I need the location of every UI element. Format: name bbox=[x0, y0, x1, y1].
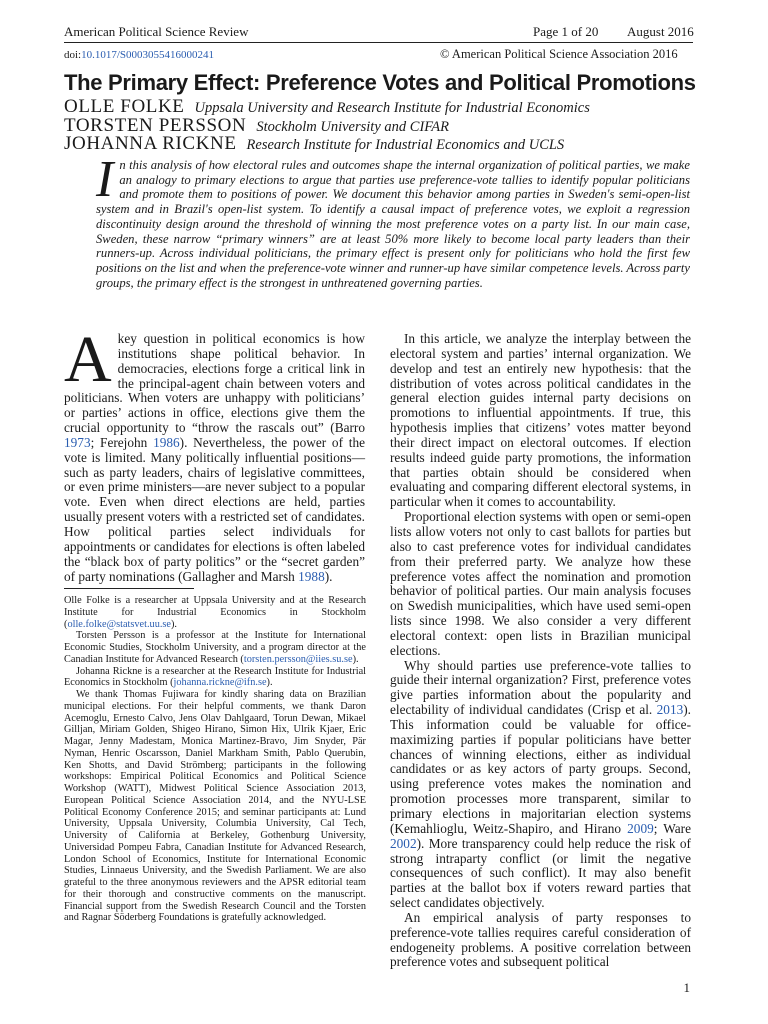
footnote-text: ). bbox=[352, 653, 359, 665]
journal-name: American Political Science Review bbox=[64, 24, 249, 39]
author-line-2 bbox=[64, 115, 449, 135]
left-column bbox=[64, 323, 366, 584]
body-text: ). Nevertheless, the power of the vote is limited. Many politically influential positions—such as party leaders, chairs of legislative committees, or even prime ministers—are never subject to a popular vote. Even when direct elections are held, parties usually present voters with a restricted set of candidates. How political parties select individuals for appointments or candidates for elections is often labeled the “black box of party politics” or the “secret garden” of party nominations (Gallagher and Marsh bbox=[64, 434, 366, 584]
paper-title: The Primary Effect: Preference Votes and Political Promotions bbox=[64, 70, 696, 95]
email-link[interactable]: torsten.persson@iies.su.se bbox=[243, 653, 353, 665]
footnote-acknowledgments: We thank Thomas Fujiwara for kindly sharing data on Brazilian municipal elections. For their helpful comments, we thank Daron Acemoglu, Ernesto Calvo, Jens Olav Dahlgaard, Torun Dewan, Mikael Gilljan, Miriam Golden, Shigeo Hirano, Simon Hix, Ulrik Kjaer, Eric Magar, Jenny Madestam, Monica Martinez-Bravo, Jim Snyder, Pär Nyman, Henric Oscarsson, Daniel Markham Smith, Pablo Querubin, Ken Shotts, and David Strömberg; participants in the following workshops: Empirical Political Economics and Political Science Workshop (WATT), Midwest Political Science Association 2013, European Political Science Association 2014, and the NYU-LSE Political Economy Conference 2015; and seminar participants at: Lund University, Uppsala University, Columbia University, Cal Tech, University of California at Berkeley, Gothenburg University, Universidad Pompeu Fabra, Canadian Institute for Advanced Research, London School of Economics, Institute for International Economic Studies, Linnaeus University, and the Swedish Parliament. We are also grateful to the three anonymous reviewers and the APSR editorial team for their thorough and constructive comments on the manuscript. Financial support from the Swedish Research Council and the Torsten and Ragnar Söderberg Foundations is gratefully acknowledged. bbox=[64, 689, 366, 924]
footnote-author-2 bbox=[64, 630, 366, 665]
author-name: JOHANNA RICKNE bbox=[64, 133, 237, 154]
page-number: 1 bbox=[683, 980, 690, 995]
citation-link[interactable]: 1973 bbox=[64, 434, 91, 450]
doi-prefix: doi: bbox=[64, 49, 82, 61]
email-link[interactable]: olle.folke@statsvet.uu.se bbox=[67, 618, 171, 630]
body-text: key question in political economics is how institutions shape political behavior. In democracies, elections forge a critical link in the principal-agent chain between voters and politicians. When voters are unhappy with politicians’ or parties’ actions in office, elections give them the crucial opportunity to “throw the rascals out” (Barro bbox=[64, 331, 365, 436]
abstract-text: n this analysis of how electoral rules and outcomes shape the internal organization of political parties, we make an analogy to primary elections to argue that parties use preference-vote tallies to identify popular politicians and promote them to positions of power. We document this behavior among parties in Sweden's semi-open-list system and in Brazil's open-list system. To identify a causal impact of preference votes, we exploit a regression discontinuity design around the threshold of winning the most preference votes on a party list. In our main case, Sweden, these narrow “primary winners” are at least 50% more likely to become local party leaders than their runners-up. Across individual politicians, the primary effect is present only for politicians who hold the first few positions on the list and when the preference-vote winner and runner-up have similar competence levels. Across party groups, the primary effect is the strongest in unthreatened governing parties. bbox=[96, 158, 690, 290]
header-rule bbox=[64, 42, 693, 43]
body-paragraph: In this article, we analyze the interplay between the electoral system and parties’ internal organization. We develop and test an entirely new hypothesis: that the distribution of votes across political candidates in the general election guides internal party decisions on promotions to influential appointments. If true, this hypothesis implies that citizens’ votes matter beyond their direct impact on electoral outcomes. If election results indeed guide party promotions, the information that parties obtain should be considered when evaluating and comparing different electoral systems, in particular when it comes to accountability. bbox=[390, 331, 691, 510]
footnote-text: ). bbox=[266, 677, 273, 689]
abstract bbox=[96, 151, 690, 290]
copyright-notice: © American Political Science Association 2016 bbox=[440, 47, 678, 61]
body-paragraph bbox=[390, 659, 691, 911]
body-text: ; Ware bbox=[653, 820, 691, 836]
author-affiliation: Stockholm University and CIFAR bbox=[256, 119, 449, 135]
author-affiliation: Uppsala University and Research Institute for Industrial Economics bbox=[194, 100, 590, 116]
page-info: Page 1 of 20 bbox=[533, 24, 599, 39]
citation-link[interactable]: 2009 bbox=[627, 820, 654, 836]
body-paragraph: An empirical analysis of party responses to preference-vote tallies requires careful consideration of endogeneity problems. A positive correlation between preference votes and subsequent political bbox=[390, 909, 691, 970]
author-affiliation: Research Institute for Industrial Economics and UCLS bbox=[246, 137, 565, 153]
footnote-author-3 bbox=[64, 666, 366, 690]
footnote-author-1 bbox=[64, 595, 366, 630]
abstract-drop-cap: I bbox=[96, 151, 114, 208]
footnotes bbox=[64, 595, 366, 924]
footnote-text: Olle Folke is a researcher at Uppsala University and at the Research Institute for Industrial Economics in Stockholm ( bbox=[64, 595, 366, 630]
body-text: ; Ferejohn bbox=[90, 434, 154, 450]
body-text: ). This information could be valuable for office-maximizing parties if popular politicians have better chances of winning elections, either as individual candidates or as key actors of party groups. Second, using preference votes makes the nomination and promotion processes more transparent, similar to primary elections in majoritarian election systems (Kemahlioglu, Weitz-Shapiro, and Hirano bbox=[390, 702, 691, 836]
footnote-text: Torsten Persson is a professor at the Institute for International Economic Studies, Stockholm University, and a program director at the Canadian Institute for Advanced Research ( bbox=[64, 630, 366, 665]
author-name: TORSTEN PERSSON bbox=[64, 115, 247, 136]
doi-link[interactable]: 10.1017/S0003055416000241 bbox=[81, 49, 215, 61]
body-text: ). More transparency could help reduce the risk of strong intraparty conflict (or limit the negative consequences of such conflict). It may also benefit parties at the ballot box if voters reward parties that select candidates objectively. bbox=[390, 835, 691, 911]
citation-link[interactable]: 1986 bbox=[153, 434, 180, 450]
issue-date: August 2016 bbox=[627, 24, 694, 39]
body-paragraph: Proportional election systems with open or semi-open lists allow voters not only to cast ballots for parties but also to cast preference votes for individual candidates from their preferred party. We analyze how these preference votes affect the nomination and promotion behavior of political parties. Our main analysis focuses on Swedish municipalities, which have used semi-open lists since 1998. We also consider a very different electoral context: open lists in Brazilian municipal elections. bbox=[390, 509, 691, 658]
intro-drop-cap: A bbox=[64, 323, 112, 396]
body-text: Why should parties use preference-vote tallies to guide their internal organization? First, preference votes give parties information about the popularity and electability of individual candidates (Crisp et al. bbox=[390, 657, 691, 718]
doi-line bbox=[64, 48, 214, 63]
author-line-3 bbox=[64, 133, 564, 153]
body-text: ). bbox=[324, 568, 333, 584]
citation-link[interactable]: 2002 bbox=[390, 835, 417, 851]
author-name: OLLE FOLKE bbox=[64, 96, 185, 117]
citation-link[interactable]: 2013 bbox=[656, 702, 684, 718]
footnote-text: ). bbox=[171, 618, 178, 630]
author-line-1 bbox=[64, 96, 590, 116]
email-link[interactable]: johanna.rickne@ifn.se bbox=[173, 677, 267, 689]
footnote-text: Johanna Rickne is a researcher at the Research Institute for Industrial Economics in Stockholm ( bbox=[64, 665, 366, 689]
footnote-rule bbox=[64, 588, 194, 589]
citation-link[interactable]: 1988 bbox=[298, 568, 325, 584]
intro-paragraph bbox=[64, 323, 366, 584]
right-column bbox=[390, 332, 691, 970]
